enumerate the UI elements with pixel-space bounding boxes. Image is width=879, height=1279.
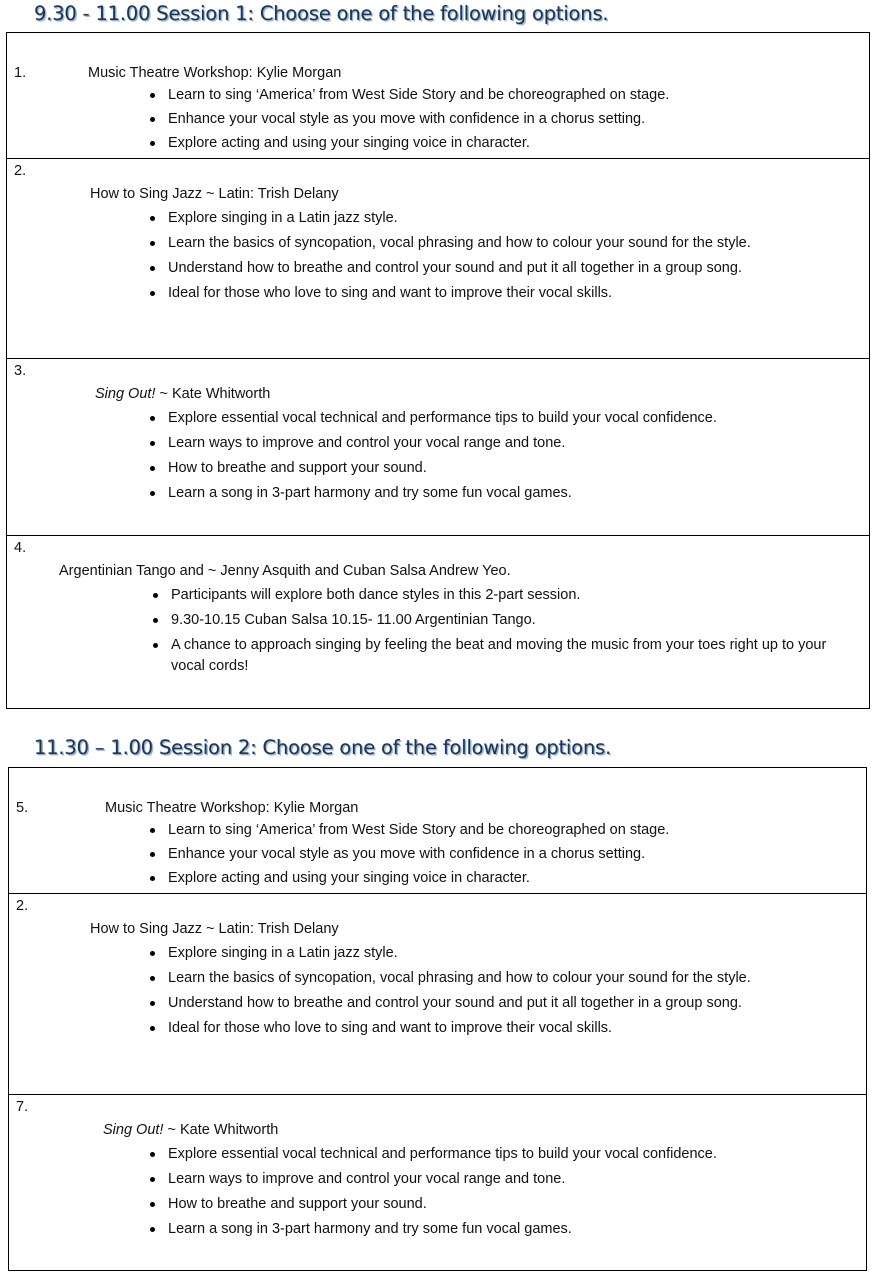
option-number: 4. xyxy=(14,540,27,556)
option-number: 5. xyxy=(16,800,29,816)
bullet-item: Explore singing in a Latin jazz style. xyxy=(150,943,852,964)
option-title-italic: Sing Out! xyxy=(95,386,156,402)
option-title xyxy=(103,1120,278,1140)
option-number: 1. xyxy=(14,65,27,81)
session-1-heading: 9.30 - 11.00 Session 1: Choose one of the following options. xyxy=(34,2,609,25)
bullet-item: Learn ways to improve and control your vocal range and tone. xyxy=(150,433,789,454)
bullet-item: Explore essential vocal technical and performance tips to build your vocal confidence. xyxy=(150,1144,786,1165)
option-row xyxy=(7,33,869,159)
bullet-item: A chance to approach singing by feeling the beat and moving the music from your toes right up to your vocal cords! xyxy=(153,635,839,677)
bullet-item: Explore acting and using your singing voice in character. xyxy=(150,133,855,154)
option-number: 3. xyxy=(14,363,27,379)
option-title xyxy=(95,384,270,404)
bullet-item: Enhance your vocal style as you move with confidence in a chorus setting. xyxy=(150,109,855,130)
session-2-heading: 11.30 – 1.00 Session 2: Choose one of the following options. xyxy=(34,736,612,759)
bullet-item: Learn the basics of syncopation, vocal phrasing and how to colour your sound for the style. xyxy=(150,233,855,254)
bullet-item: Participants will explore both dance styles in this 2-part session. xyxy=(153,585,839,606)
option-number: 7. xyxy=(16,1099,29,1115)
bullet-item: 9.30-10.15 Cuban Salsa 10.15- 11.00 Argentinian Tango. xyxy=(153,610,839,631)
bullet-item: Understand how to breathe and control your sound and put it all together in a group song. xyxy=(150,993,852,1014)
session-1-table xyxy=(6,32,870,709)
option-title-presenter: ~ Kate Whitworth xyxy=(155,386,271,402)
bullet-item: Enhance your vocal style as you move with confidence in a chorus setting. xyxy=(150,844,852,865)
option-title: Argentinian Tango and ~ Jenny Asquith and Cuban Salsa Andrew Yeo. xyxy=(59,563,511,579)
bullet-item: How to breathe and support your sound. xyxy=(150,458,789,479)
option-title-presenter: ~ Kate Whitworth xyxy=(163,1122,279,1138)
bullet-item: Learn to sing ‘America’ from West Side Story and be choreographed on stage. xyxy=(150,85,855,106)
session-2-table xyxy=(8,767,867,1271)
option-bullets xyxy=(150,820,852,892)
option-row xyxy=(7,158,869,359)
bullet-item: Explore singing in a Latin jazz style. xyxy=(150,208,855,229)
option-title: How to Sing Jazz ~ Latin: Trish Delany xyxy=(90,186,339,202)
bullet-item: Learn ways to improve and control your vocal range and tone. xyxy=(150,1169,786,1190)
bullet-item: Ideal for those who love to sing and want to improve their vocal skills. xyxy=(150,283,855,304)
bullet-item: Explore essential vocal technical and performance tips to build your vocal confidence. xyxy=(150,408,789,429)
option-row xyxy=(7,535,869,708)
option-title: How to Sing Jazz ~ Latin: Trish Delany xyxy=(90,921,339,937)
bullet-item: Learn a song in 3-part harmony and try some fun vocal games. xyxy=(150,1219,786,1240)
option-number: 2. xyxy=(14,163,27,179)
option-title: Music Theatre Workshop: Kylie Morgan xyxy=(88,65,342,81)
bullet-item: How to breathe and support your sound. xyxy=(150,1194,786,1215)
option-bullets xyxy=(150,943,852,1043)
option-bullets xyxy=(150,408,789,508)
option-bullets xyxy=(153,585,839,681)
option-bullets xyxy=(150,1144,786,1244)
bullet-item: Explore acting and using your singing voice in character. xyxy=(150,868,852,889)
option-row xyxy=(7,358,869,536)
option-row xyxy=(9,893,866,1095)
option-row xyxy=(9,768,866,894)
option-bullets xyxy=(150,85,855,157)
option-title: Music Theatre Workshop: Kylie Morgan xyxy=(105,800,359,816)
bullet-item: Ideal for those who love to sing and want to improve their vocal skills. xyxy=(150,1018,852,1039)
option-title-italic: Sing Out! xyxy=(103,1122,164,1138)
option-row xyxy=(9,1094,866,1270)
bullet-item: Learn a song in 3-part harmony and try some fun vocal games. xyxy=(150,483,789,504)
option-number: 2. xyxy=(16,898,29,914)
bullet-item: Learn to sing ‘America’ from West Side Story and be choreographed on stage. xyxy=(150,820,852,841)
bullet-item: Understand how to breathe and control your sound and put it all together in a group song. xyxy=(150,258,855,279)
option-bullets xyxy=(150,208,855,308)
bullet-item: Learn the basics of syncopation, vocal phrasing and how to colour your sound for the style. xyxy=(150,968,852,989)
